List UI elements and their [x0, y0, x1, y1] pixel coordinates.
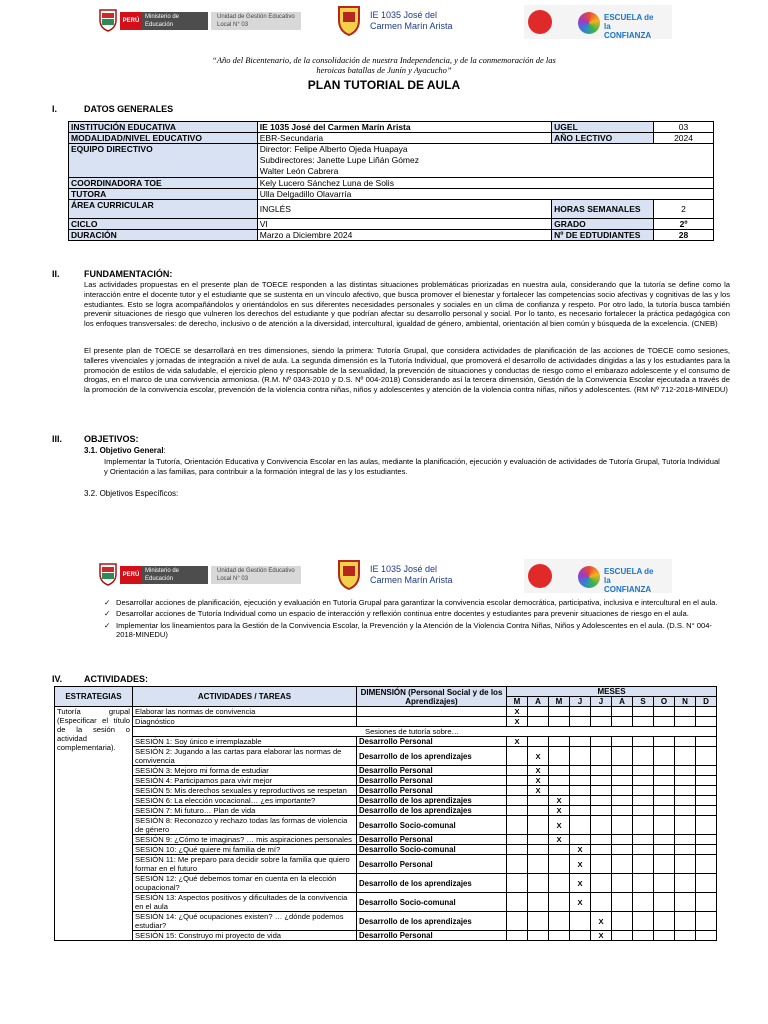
month-cell: [591, 855, 612, 874]
month-cell: [591, 835, 612, 845]
minedu-logo: Ministerio de Educación: [142, 12, 208, 30]
task-cell: SESIÓN 7: Mi futuro… Plan de vida: [133, 806, 357, 816]
month-cell: [612, 835, 633, 845]
month-cell: X: [528, 776, 549, 786]
month-cell: [507, 796, 528, 806]
month-cell: [696, 874, 717, 893]
month-cell: [591, 893, 612, 912]
month-cell: [528, 796, 549, 806]
month-cell: [591, 816, 612, 835]
header-estrategias: ESTRATEGIAS: [55, 687, 133, 707]
peru-shield-icon: [98, 8, 118, 32]
dimension-cell: Desarrollo de los aprendizajes: [357, 747, 507, 766]
month-cell: [528, 737, 549, 747]
month-cell: [675, 747, 696, 766]
month-cell: X: [528, 747, 549, 766]
month-cell: X: [570, 855, 591, 874]
table-row: [55, 931, 717, 941]
dimension-cell: Desarrollo Personal: [357, 786, 507, 796]
table-row: [55, 874, 717, 893]
month-cell: [591, 845, 612, 855]
task-cell: SESIÓN 11: Me preparo para decidir sobre la familia que quiero formar en el futuro: [133, 855, 357, 874]
objetivo-general-text: Implementar la Tutoría, Orientación Educativa y Convivencia Escolar en las aulas, mediante la planificación, ejecución y evaluación de actividades de Tutoría Grupal, Tutoría Individual y Orientación a las familias, para contribuir a la formación integral de las y los estudiantes.: [104, 457, 720, 476]
month-cell: [696, 835, 717, 845]
month-cell: [654, 796, 675, 806]
month-cell: [549, 931, 570, 941]
table-row: INSTITUCIÓN EDUCATIVA IE 1035 José del Carmen Marín Arista UGEL 03: [69, 122, 714, 133]
month-cell: [633, 931, 654, 941]
month-cell: [633, 717, 654, 727]
table-row: [55, 727, 717, 737]
month-cell: [528, 816, 549, 835]
month-cell: [570, 816, 591, 835]
activities-body: [55, 707, 717, 941]
month-cell: [507, 747, 528, 766]
month-cell: [507, 776, 528, 786]
month-header-2: M: [549, 697, 570, 707]
month-cell: [528, 931, 549, 941]
month-cell: [633, 766, 654, 776]
month-cell: [612, 845, 633, 855]
fundamentacion-paragraph-2: El presente plan de TOECE se desarrollará en tres dimensiones, siendo la primera: Tutoría Grupal, que considera actividades de planificación de las acciones de TOECE como sesiones, talleres vivenciales y jornadas de integración a nivel de aula. La segunda dimensión es la Tutoría Individual, que promoverá el desarrollo de actividades dirigidas a las y los estudiantes para la promoción de estilos de vida saludable, el ejercicio pleno y responsable de la sexualidad, la prevención de situaciones y conductas de riesgo como el embarazo adolescente y el consumo de drogas, en el marco de una convivencia armoniosa. (R.M. Nº 0343-2010 y D.S. Nº 004-2018) Considerando así la tercera dimensión, Gestión de la Convivencia Escolar ejecutada a través de la promoción de la convivencia escolar, prevención de la violencia contra niñas, niños y adolescentes y atención de la violencia contra niñas, niños y adolescentes. (RM Nº 712-2018-MINEDU): [84, 346, 730, 395]
peru-logo: PERÚ: [120, 566, 142, 584]
task-cell: Elaborar las normas de convivencia: [133, 707, 357, 717]
page-header-2: [0, 554, 768, 594]
month-cell: [591, 747, 612, 766]
school-name: IE 1035 José del Carmen Marín Arista: [370, 564, 453, 585]
month-header-1: A: [528, 697, 549, 707]
month-cell: [654, 737, 675, 747]
month-cell: [612, 874, 633, 893]
month-cell: X: [507, 707, 528, 717]
table-row: COORDINADORA TOE Kely Lucero Sánchez Luna de Solis: [69, 178, 714, 189]
task-cell: SESIÓN 15: Construyo mi proyecto de vida: [133, 931, 357, 941]
table-row: [55, 835, 717, 845]
month-cell: [696, 747, 717, 766]
table-row: [55, 893, 717, 912]
month-header-4: J: [591, 697, 612, 707]
month-cell: [570, 786, 591, 796]
month-cell: [549, 776, 570, 786]
month-cell: [612, 776, 633, 786]
table-row: [55, 816, 717, 835]
month-cell: [675, 707, 696, 717]
month-cell: [654, 806, 675, 816]
table-row: [55, 717, 717, 727]
month-header-8: N: [675, 697, 696, 707]
table-row: EQUIPO DIRECTIVO Director: Felipe Alberto Ojeda Huapaya Subdirectores: Janette Lupe Liñán Gómez Walter León Cabrera: [69, 144, 714, 178]
month-cell: [612, 786, 633, 796]
table-row: MODALIDAD/NIVEL EDUCATIVO EBR-Secundaria AÑO LECTIVO 2024: [69, 133, 714, 144]
month-cell: [507, 874, 528, 893]
section-heading: III. OBJETIVOS:: [52, 434, 139, 444]
escuela-confianza-logo: ESCUELA de la CONFIANZA: [604, 567, 654, 594]
month-cell: [570, 912, 591, 931]
month-cell: X: [507, 717, 528, 727]
task-cell: SESIÓN 12: ¿Qué debemos tomar en cuenta en la elección ocupacional?: [133, 874, 357, 893]
red-badge-icon: [528, 564, 552, 588]
month-cell: [675, 874, 696, 893]
task-cell: SESIÓN 2: Jugando a las cartas para elaborar las normas de convivencia: [133, 747, 357, 766]
month-cell: [591, 806, 612, 816]
month-cell: X: [528, 786, 549, 796]
month-cell: [507, 806, 528, 816]
month-cell: X: [549, 806, 570, 816]
month-cell: [675, 796, 696, 806]
header-actividades: ACTIVIDADES / TAREAS: [133, 687, 357, 707]
month-cell: X: [549, 816, 570, 835]
month-cell: [612, 912, 633, 931]
school-name: IE 1035 José del Carmen Marín Arista: [370, 10, 453, 31]
subheader-cell: Sesiones de tutoría sobre…: [133, 727, 717, 737]
task-cell: SESIÓN 13: Aspectos positivos y dificultades de la convivencia en el aula: [133, 893, 357, 912]
month-cell: [633, 874, 654, 893]
rainbow-logo-icon: [578, 566, 600, 588]
ugel-logo: Unidad de Gestión Educativo Local N° 03: [211, 566, 301, 584]
dimension-cell: Desarrollo de los aprendizajes: [357, 912, 507, 931]
month-cell: [696, 737, 717, 747]
month-cell: [591, 776, 612, 786]
month-cell: [528, 707, 549, 717]
month-cell: [696, 776, 717, 786]
task-cell: Diagnóstico: [133, 717, 357, 727]
peru-shield-icon: [98, 562, 118, 586]
table-row: [55, 786, 717, 796]
month-cell: [696, 717, 717, 727]
month-cell: [570, 931, 591, 941]
section-heading: II. FUNDAMENTACIÓN:: [52, 269, 173, 279]
minedu-logo: Ministerio de Educación: [142, 566, 208, 584]
month-cell: [696, 855, 717, 874]
rainbow-logo-icon: [578, 12, 600, 34]
month-header-3: J: [570, 697, 591, 707]
month-cell: [696, 845, 717, 855]
month-cell: [654, 766, 675, 776]
month-cell: [675, 717, 696, 727]
month-cell: [612, 855, 633, 874]
task-cell: SESIÓN 8: Reconozco y rechazo todas las formas de violencia de género: [133, 816, 357, 835]
dimension-cell: [357, 717, 507, 727]
month-cell: [591, 796, 612, 806]
dimension-cell: [357, 707, 507, 717]
strategy-cell: Tutoría grupal (Especificar el título de la sesión o actividad complementaria).: [55, 707, 133, 941]
table-row: TUTORA Ulla Delgadillo Olavarría: [69, 189, 714, 200]
month-cell: [633, 707, 654, 717]
month-cell: [570, 796, 591, 806]
page-header: [0, 0, 768, 40]
month-cell: [633, 893, 654, 912]
month-cell: [591, 874, 612, 893]
dimension-cell: Desarrollo de los aprendizajes: [357, 796, 507, 806]
red-badge-icon: [528, 10, 552, 34]
month-cell: [612, 796, 633, 806]
month-header-0: M: [507, 697, 528, 707]
month-cell: [654, 855, 675, 874]
month-header-9: D: [696, 697, 717, 707]
month-cell: [549, 855, 570, 874]
month-cell: [654, 786, 675, 796]
dimension-cell: Desarrollo Socio-comunal: [357, 893, 507, 912]
month-cell: [675, 893, 696, 912]
month-cell: [654, 707, 675, 717]
month-cell: [654, 747, 675, 766]
month-cell: [549, 737, 570, 747]
ugel-logo: Unidad de Gestión Educativo Local N° 03: [211, 12, 301, 30]
month-cell: [570, 835, 591, 845]
month-cell: [654, 931, 675, 941]
month-cell: [549, 717, 570, 727]
task-cell: SESIÓN 1: Soy único e irremplazable: [133, 737, 357, 747]
task-cell: SESIÓN 6: La elección vocacional… ¿es importante?: [133, 796, 357, 806]
month-cell: [591, 717, 612, 727]
month-cell: [696, 766, 717, 776]
month-cell: [654, 893, 675, 912]
month-cell: [633, 855, 654, 874]
month-cell: [654, 835, 675, 845]
month-cell: X: [570, 893, 591, 912]
month-cell: [675, 766, 696, 776]
month-cell: [591, 786, 612, 796]
table-row: [55, 766, 717, 776]
month-cell: [507, 835, 528, 845]
table-row: [55, 796, 717, 806]
month-cell: [696, 816, 717, 835]
month-cell: [612, 766, 633, 776]
month-cell: [528, 893, 549, 912]
month-cell: [633, 806, 654, 816]
month-cell: [549, 874, 570, 893]
month-cell: [612, 717, 633, 727]
month-cell: [507, 845, 528, 855]
month-cell: [696, 931, 717, 941]
month-cell: [675, 855, 696, 874]
month-cell: X: [591, 931, 612, 941]
table-row: CICLO VI GRADO 2º: [69, 219, 714, 230]
year-motto: “Año del Bicentenario, de la consolidación de nuestra Independencia, y de la conmemoración de las heroicas batallas de Junín y Ayacucho”: [212, 55, 556, 75]
section-heading: I. DATOS GENERALES: [52, 104, 174, 114]
month-cell: [570, 806, 591, 816]
month-cell: [507, 893, 528, 912]
month-cell: [612, 747, 633, 766]
month-cell: [696, 806, 717, 816]
month-cell: [696, 893, 717, 912]
month-cell: [675, 786, 696, 796]
objetivo-general-label: 3.1. Objetivo General:: [84, 446, 166, 455]
month-cell: [549, 845, 570, 855]
month-cell: [696, 707, 717, 717]
month-cell: [528, 855, 549, 874]
school-crest-icon: [336, 4, 362, 36]
dimension-cell: Desarrollo Personal: [357, 766, 507, 776]
month-cell: [570, 707, 591, 717]
dimension-cell: Desarrollo Personal: [357, 737, 507, 747]
month-cell: [633, 737, 654, 747]
month-cell: [570, 737, 591, 747]
month-cell: [633, 786, 654, 796]
section-heading: IV. ACTIVIDADES:: [52, 674, 149, 684]
month-cell: X: [528, 766, 549, 776]
school-crest-icon: [336, 558, 362, 590]
table-row: [55, 776, 717, 786]
month-cell: [528, 845, 549, 855]
month-cell: X: [591, 912, 612, 931]
dimension-cell: Desarrollo Socio-comunal: [357, 845, 507, 855]
table-row: [55, 806, 717, 816]
month-cell: [675, 845, 696, 855]
month-cell: [549, 786, 570, 796]
month-cell: [612, 806, 633, 816]
month-cell: X: [570, 845, 591, 855]
peru-logo: PERÚ: [120, 12, 142, 30]
month-cell: X: [507, 737, 528, 747]
month-cell: [675, 931, 696, 941]
month-cell: [633, 912, 654, 931]
task-cell: SESIÓN 5: Mis derechos sexuales y reproductivos se respetan: [133, 786, 357, 796]
month-cell: [507, 786, 528, 796]
month-cell: [654, 717, 675, 727]
month-cell: [612, 931, 633, 941]
month-cell: [549, 707, 570, 717]
month-cell: [528, 835, 549, 845]
month-cell: [528, 874, 549, 893]
month-cell: [549, 912, 570, 931]
table-row: DURACIÓN Marzo a Diciembre 2024 Nº DE EDTUDIANTES 28: [69, 230, 714, 241]
month-cell: [570, 747, 591, 766]
month-cell: X: [549, 796, 570, 806]
month-cell: [654, 816, 675, 835]
month-cell: [570, 776, 591, 786]
month-cell: [549, 893, 570, 912]
dimension-cell: Desarrollo Personal: [357, 835, 507, 845]
month-cell: [633, 835, 654, 845]
table-row: [55, 707, 717, 717]
objetivos-especificos-label: 3.2. Objetivos Específicos:: [84, 489, 179, 498]
list-item: ✓ Desarrollar acciones de Tutoría Individual como un espacio de interacción y reflexión continua entre docentes y estudiantes para prevenir situaciones de riesgo en el aula.: [104, 609, 689, 619]
month-cell: [528, 717, 549, 727]
month-cell: [633, 776, 654, 786]
month-cell: [675, 912, 696, 931]
month-cell: [654, 912, 675, 931]
month-cell: [507, 912, 528, 931]
checkmark-icon: ✓: [104, 598, 111, 607]
month-cell: [633, 816, 654, 835]
task-cell: SESIÓN 14: ¿Qué ocupaciones existen? … ¿dónde podemos estudiar?: [133, 912, 357, 931]
month-cell: [654, 776, 675, 786]
month-cell: [696, 786, 717, 796]
objetivos-especificos-list: [104, 598, 724, 642]
page-title: PLAN TUTORIAL DE AULA: [307, 78, 461, 92]
month-cell: [633, 796, 654, 806]
month-cell: [675, 776, 696, 786]
table-row: ÁREA CURRICULAR INGLÉS HORAS SEMANALES 2: [69, 200, 714, 219]
activities-table: [54, 686, 717, 941]
month-cell: [570, 717, 591, 727]
table-row: [55, 737, 717, 747]
month-cell: [549, 766, 570, 776]
month-cell: [507, 816, 528, 835]
checkmark-icon: ✓: [104, 620, 111, 630]
dimension-cell: Desarrollo Personal: [357, 931, 507, 941]
dimension-cell: Desarrollo Personal: [357, 776, 507, 786]
task-cell: SESIÓN 10: ¿Qué quiere mi familia de mí?: [133, 845, 357, 855]
month-cell: [507, 855, 528, 874]
month-header-6: S: [633, 697, 654, 707]
month-cell: [507, 766, 528, 776]
month-cell: [654, 845, 675, 855]
general-data-table: [68, 121, 714, 241]
table-row: [55, 912, 717, 931]
checkmark-icon: ✓: [104, 609, 111, 619]
table-row: [55, 855, 717, 874]
month-cell: [696, 912, 717, 931]
month-cell: [675, 737, 696, 747]
header-dimension: DIMENSIÓN (Personal Social y de los Aprendizajes): [357, 687, 507, 707]
month-header-7: O: [654, 697, 675, 707]
fundamentacion-paragraph-1: Las actividades propuestas en el presente plan de TOECE responden a las distintas situaciones problemáticas priorizadas en nuestra aula, considerando que la tutoría se define como la interacción entre el docente tutor y el estudiante que se sustenta en un vínculo afectivo, que busca promover el bienestar y fortalecer las competencias socio afectivas y cognitivas de las y los estudiantes. Esto se logra acompañándolos y orientándolos en sus diferentes necesidades personales y sociales en un clima de confianza y respeto. Por otro lado, la tutoría busca también prevenir situaciones de riesgo que vulneren los derechos del estudiante y que podrían afectar su desarrollo personal y social. Por lo tanto, es necesario fortalecer la práctica pedagógica con los enfoques transversales: de derecho, inclusivo o de atención a la diversidad, intercultural, igualdad de género, ambiental, orientación al bien común y búsqueda de la excelencia. (CNEB): [84, 280, 730, 329]
month-cell: [528, 806, 549, 816]
task-cell: SESIÓN 9: ¿Cómo te imaginas? … mis aspiraciones personales: [133, 835, 357, 845]
month-cell: [612, 707, 633, 717]
month-cell: [612, 816, 633, 835]
month-cell: [633, 747, 654, 766]
month-cell: [591, 766, 612, 776]
month-header-5: A: [612, 697, 633, 707]
dimension-cell: Desarrollo de los aprendizajes: [357, 806, 507, 816]
month-cell: [675, 806, 696, 816]
dimension-cell: Desarrollo Personal: [357, 855, 507, 874]
month-cell: [528, 912, 549, 931]
table-header-row: [55, 687, 717, 697]
month-cell: [612, 737, 633, 747]
month-cell: [654, 874, 675, 893]
month-cell: [633, 845, 654, 855]
month-cell: X: [570, 874, 591, 893]
list-item: ✓ Desarrollar acciones de planificación, ejecución y evaluación en Tutoría Grupal para garantizar la convivencia escolar democrática, participativa, inclusiva e intercultural en el aula.: [104, 598, 718, 607]
month-cell: [696, 796, 717, 806]
dimension-cell: Desarrollo de los aprendizajes: [357, 874, 507, 893]
month-cell: [675, 816, 696, 835]
dimension-cell: Desarrollo Socio-comunal: [357, 816, 507, 835]
task-cell: SESIÓN 4: Participamos para vivir mejor: [133, 776, 357, 786]
month-cell: [591, 707, 612, 717]
table-row: [55, 747, 717, 766]
task-cell: SESIÓN 3: Mejoro mi forma de estudiar: [133, 766, 357, 776]
month-cell: [570, 766, 591, 776]
month-cell: [675, 835, 696, 845]
list-item: ✓ Implementar los lineamientos para la Gestión de la Convivencia Escolar, la Prevención y la Atención de la Violencia Contra Niñas, Niños y Adolescentes en el aula. (D.S. N° 004- 2018-MINEDU): [104, 620, 712, 640]
month-cell: [591, 737, 612, 747]
header-meses: MESES: [507, 687, 717, 697]
month-cell: [507, 931, 528, 941]
month-cell: [612, 893, 633, 912]
month-cell: X: [549, 835, 570, 845]
month-cell: [549, 747, 570, 766]
table-row: [55, 845, 717, 855]
escuela-confianza-logo: ESCUELA de la CONFIANZA: [604, 13, 654, 40]
